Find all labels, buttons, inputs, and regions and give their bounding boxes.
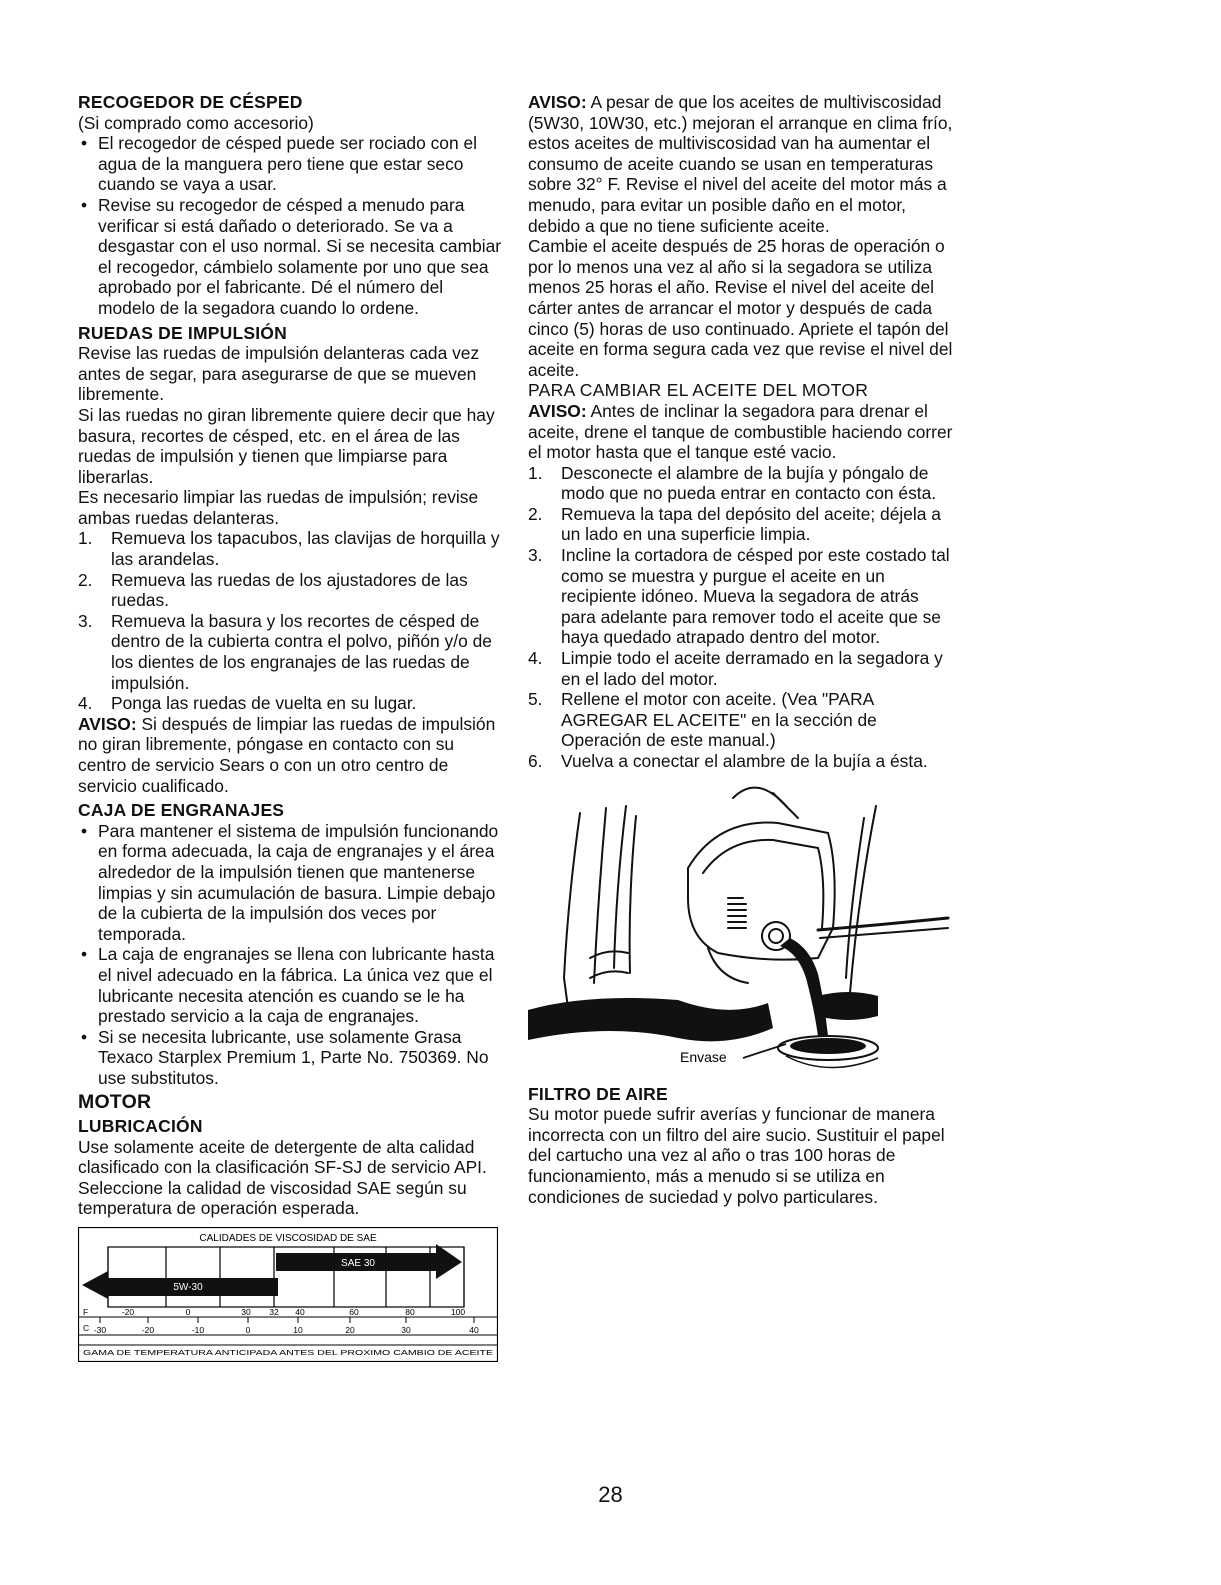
step-number: 3. — [528, 545, 543, 566]
bar-sae30-label: SAE 30 — [341, 1258, 375, 1270]
paragraph: Es necesario limpiar las ruedas de impulsión; revise ambas ruedas delanteras. — [78, 487, 479, 528]
step-text: Remueva las ruedas de los ajustadores de las ruedas. — [111, 569, 468, 611]
step-number: 6. — [528, 751, 543, 771]
step-text: Rellene el motor con aceite. (Vea "PARA AGREGAR EL ACEITE" en la sección de Operación de este manual.) — [561, 689, 877, 751]
bar-5w30-label: 5W-30 — [173, 1282, 203, 1294]
grass-catcher-heading: RECOGEDOR DE CÉSPED — [78, 92, 303, 112]
change-oil-steps — [528, 463, 954, 772]
f-tick-label: 40 — [295, 1307, 305, 1318]
c-label: C — [83, 1323, 90, 1334]
viscosity-chart — [78, 1227, 498, 1362]
step-text: Limpie todo el aceite derramado en la segadora y en el lado del motor. — [561, 648, 943, 689]
step-text: Incline la cortadora de césped por este costado tal como se muestra y purgue el aceite en un recipiente idóneo. Mueva la segadora de atrás para adelante para remover todo el aceite que se haya quedado atrapado dentro del motor. — [561, 545, 950, 648]
f-tick-label: 32 — [269, 1307, 279, 1318]
list-item — [528, 689, 954, 751]
f-tick-label: 80 — [405, 1307, 415, 1318]
chart-title: CALIDADES DE VISCOSIDAD DE SAE — [199, 1233, 377, 1245]
step-number: 1. — [528, 462, 543, 483]
list-item — [528, 648, 954, 689]
f-scale — [122, 1307, 466, 1317]
list-item — [528, 751, 954, 772]
c-tick-label: 30 — [401, 1325, 411, 1336]
list-item — [528, 463, 954, 504]
list-item — [78, 693, 503, 714]
step-text: Desconecte el alambre de la bujía y póngalo de modo que no pueda entrar en contacto con ésta. — [561, 462, 937, 504]
step-number: 1. — [78, 528, 93, 549]
notice-text: Antes de inclinar la segadora para drenar el aceite, drene el tanque de combustible haciendo correr el motor hasta que el tanque esté vacio. — [528, 400, 953, 463]
list-item: • El recogedor de césped puede ser rociado con el agua de la manguera pero tiene que estar seco cuando se vaya a usar. — [78, 133, 503, 195]
notice-text: A pesar de que los aceites de multiviscosidad (5W30, 10W30, etc.) mejoran el arranque en clima frío, estos aceites de multiviscosidad van ha aumentar el consumo de aceite cuando se usan en temperaturas sobre 32° F. Revise el nivel del aceite del motor más a menudo, para evitar un posible daño en el motor, debido a que no tiene suficiente aceite. — [528, 92, 953, 236]
container-label: Envase — [680, 1048, 727, 1065]
motor-heading: MOTOR — [78, 1090, 152, 1113]
gear-box-heading: CAJA DE ENGRANAJES — [78, 800, 285, 821]
c-tick-label: 20 — [345, 1325, 355, 1336]
air-filter-heading: FILTRO DE AIRE — [528, 1083, 668, 1104]
grass-catcher-list — [78, 133, 503, 318]
drive-wheels-steps — [78, 528, 503, 713]
c-tick-label: 10 — [293, 1325, 303, 1336]
change-oil-heading: PARA CAMBIAR EL ACEITE DEL MOTOR — [528, 380, 869, 401]
air-filter-text: Su motor puede sufrir averías y funcionar de manera incorrecta con un filtro del aire sucio. Sustituir el papel del cartucho una vez al año o tras 100 horas de funcionamiento, más a menudo si se utiliza en condiciones de suciedad y polvo particulares. — [528, 1104, 945, 1207]
list-item: • Si se necesita lubricante, use solamente Grasa Texaco Starplex Premium 1, Parte No. 750369. No use substitutos. — [78, 1027, 503, 1089]
step-number: 4. — [528, 648, 543, 669]
step-text: Remueva los tapacubos, las clavijas de horquilla y las arandelas. — [111, 528, 500, 570]
change-oil-notice — [528, 401, 954, 463]
oil-change-paragraph: Cambie el aceite después de 25 horas de operación o por lo menos una vez al año si la segadora se utiliza menos 25 horas el año. Revise el nivel del aceite del cárter antes de arrancar el motor y después de cada cinco (5) horas de uso continuado. Apriete el tapón del aceite en forma segura cada vez que revise el nivel del aceite. — [528, 236, 953, 380]
c-tick-label: -20 — [141, 1325, 155, 1336]
engine-drawing — [528, 778, 954, 1078]
list-item — [78, 570, 503, 611]
f-tick-label: 60 — [349, 1307, 359, 1318]
lubrication-text: Use solamente aceite de detergente de alta calidad clasificado con la clasificación SF-SJ de servicio API. Seleccione la calidad de viscosidad SAE según su temperatura de operación esperada. — [78, 1136, 487, 1219]
step-number: 2. — [78, 569, 93, 590]
paragraph: Revise las ruedas de impulsión delanteras cada vez antes de segar, para asegurarse de que se mueven libremente. — [78, 343, 480, 405]
list-item: • Para mantener el sistema de impulsión funcionando en forma adecuada, la caja de engranajes y el área alrededor de la impulsión tienen que mantenerse limpias y sin acumulación de basura. Limpie debajo de la cubierta de la impulsión dos veces por temporada. — [78, 821, 503, 945]
grass-catcher-subtitle: (Si comprado como accesorio) — [78, 112, 314, 133]
c-tick-label: -10 — [191, 1325, 205, 1336]
c-tick-label: 0 — [245, 1325, 251, 1336]
list-item — [528, 545, 954, 648]
list-item — [78, 528, 503, 569]
step-text: Ponga las ruedas de vuelta en su lugar. — [111, 693, 417, 714]
viscosity-chart-svg — [78, 1227, 498, 1362]
notice-label: AVISO: — [528, 92, 587, 112]
notice-label: AVISO: — [528, 400, 587, 421]
c-tick-label: 40 — [469, 1325, 479, 1336]
c-scale — [94, 1317, 479, 1335]
step-text: Vuelva a conectar el alambre de la bujía a ésta. — [561, 751, 928, 771]
lubrication-heading: LUBRICACIÓN — [78, 1116, 203, 1137]
notice-label: AVISO: — [78, 713, 137, 734]
notice-paragraph — [528, 92, 954, 236]
f-tick-label: 100 — [450, 1307, 466, 1318]
step-number: 2. — [528, 503, 543, 524]
engine-oil-drain-illustration — [528, 778, 954, 1078]
c-tick-label: -30 — [93, 1325, 107, 1336]
list-item: • La caja de engranajes se llena con lubricante hasta el nivel adecuado en la fábrica. La única vez que el lubricante necesita atención es cuando se le ha prestado servicio a la caja de engranajes. — [78, 944, 503, 1026]
right-column — [528, 92, 954, 1207]
drive-wheels-heading: RUEDAS DE IMPULSIÓN — [78, 322, 287, 343]
step-number: 3. — [78, 610, 93, 631]
step-text: Remueva la basura y los recortes de césped de dentro de la cubierta contra el polvo, piñón y/o de los dientes de los engranajes de las ruedas de impulsión. — [111, 610, 492, 693]
page-number: 28 — [598, 1482, 623, 1507]
step-text: Remueva la tapa del depósito del aceite; déjela a un lado en una superficie limpia. — [561, 503, 941, 545]
f-label: F — [83, 1307, 89, 1318]
drive-wheels-notice — [78, 714, 503, 796]
f-tick-label: 0 — [185, 1307, 191, 1318]
list-item — [78, 611, 503, 693]
list-item — [528, 504, 954, 545]
list-item: • Revise su recogedor de césped a menudo para verificar si está dañado o deteriorado. Se va a desgastar con el uso normal. Si se necesita cambiar el recogedor, cámbielo solamente por uno que sea aprobado por el fabricante. Dé el número del modelo de la segadora cuando lo ordene. — [78, 195, 503, 319]
left-column — [78, 92, 503, 1362]
paragraph: Si las ruedas no giran libremente quiere decir que hay basura, recortes de césped, etc. en el área de las ruedas de impulsión y tienen que limpiarse para liberarlas. — [78, 404, 495, 487]
f-tick-label: -20 — [121, 1307, 135, 1318]
step-number: 4. — [78, 693, 93, 714]
notice-text: Si después de limpiar las ruedas de impulsión no giran libremente, póngase en contacto con su centro de servicio Sears o con un otro centro de servicio cualificado. — [78, 713, 496, 796]
chart-footer: GAMA DE TEMPERATURA ANTICIPADA ANTES DEL PROXIMO CAMBIO DE ACEITE — [83, 1348, 493, 1358]
gear-box-list — [78, 821, 503, 1089]
f-tick-label: 30 — [241, 1307, 251, 1318]
step-number: 5. — [528, 689, 543, 710]
